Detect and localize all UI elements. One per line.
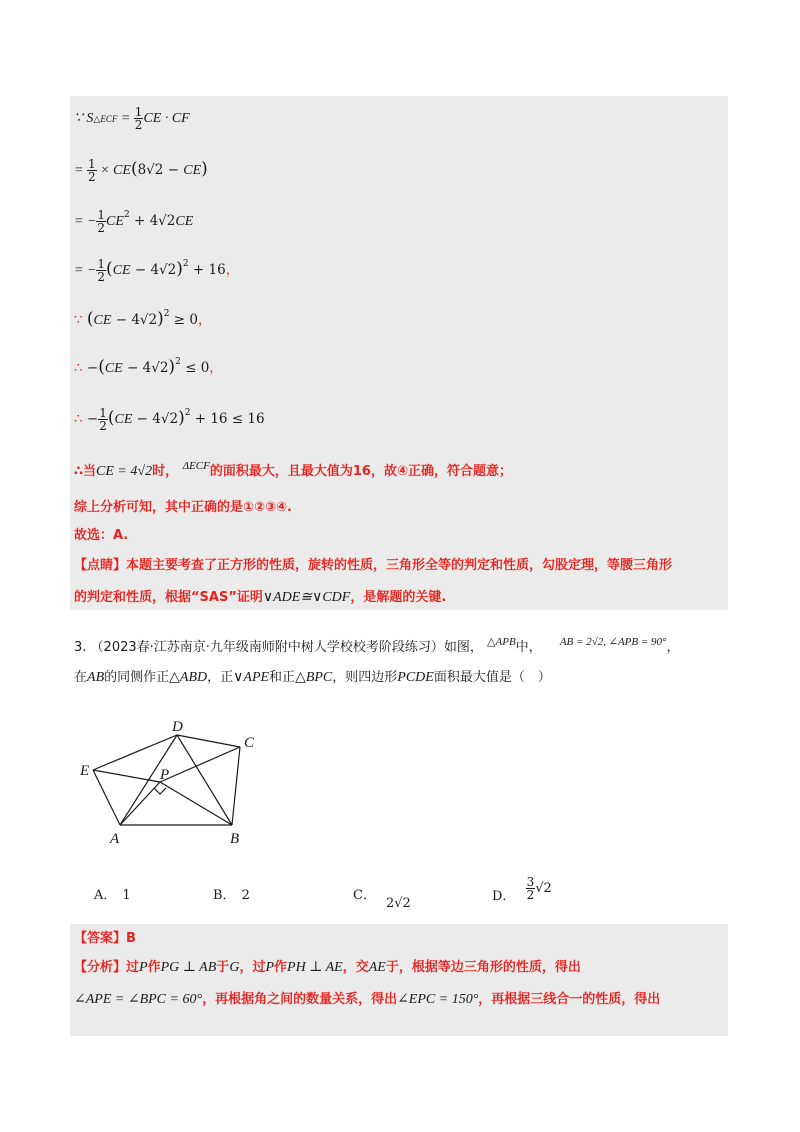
solution-line-3: = − $\frac{1}{2}$ $CE^2 + 4√2CE$: [74, 208, 194, 235]
conclusion-line: ∴当CE = 4√2时， $^{\Delta ECF}$的面积最大，且最大值为16，故④正确，符合题意；: [74, 460, 512, 479]
answer-line: 【答案】B: [74, 931, 136, 946]
right-angle-mark: [154, 788, 166, 794]
answer-background: [70, 924, 728, 1036]
edge-CB: [232, 747, 240, 825]
label-P: P: [160, 767, 170, 783]
solution-line-7: ∴ − $\frac{1}{2}$ (CE − 4√2)$^2$ + 16 ≤ 16: [74, 406, 265, 433]
analysis-line-2: ∠APE = ∠BPC = 60°，再根据角之间的数量关系，得出∠EPC = 150°，再根据三线合一的性质，得出: [74, 992, 661, 1007]
label-C: C: [244, 735, 255, 751]
geometry-figure: [80, 715, 280, 855]
edge-PC: [160, 747, 240, 782]
label-D: D: [172, 719, 183, 735]
solution-line-1: ∵ S△ECF = $\frac{1}{2}$ CE · CF: [74, 105, 190, 132]
label-B: B: [230, 831, 240, 847]
comment-line-2: 的判定和性质，根据“SAS”证明∨ADE≅∨CDF，是解题的关键.: [74, 590, 447, 605]
edge-DC: [177, 735, 240, 747]
solution-line-6: ∴ −(CE − 4√2)$^2$ ≤ 0，: [74, 357, 223, 377]
edge-EA: [93, 770, 120, 825]
question-line-1: 3. （2023春·江苏南京·九年级南师附中树人学校校考阶段练习）如图， $^{\triangle APB}$中， $^{AB = 2√2, \angle APB = 90^\circ}$，: [74, 636, 680, 655]
summary-line: 综上分析可知，其中正确的是①②③④.: [74, 500, 292, 515]
solution-line-5: ∵ (CE − 4√2)$^2$ ≥ 0，: [74, 309, 212, 329]
comment-line-1: 【点睛】本题主要考查了正方形的性质，旋转的性质，三角形全等的判定和性质，勾股定理，等腰三角形: [74, 558, 673, 573]
edge-PE: [93, 770, 160, 782]
solution-line-4: = − $\frac{1}{2}$ (CE − 4√2)$^2$ + 16，: [74, 257, 240, 284]
edge-ED: [93, 735, 177, 770]
label-E: E: [80, 763, 90, 779]
edge-PB: [160, 782, 232, 825]
question-line-2: 在AB的同侧作正△ABD，正∨APE和正△BPC，则四边形PCDE面积最大值是（ ）: [74, 670, 551, 685]
option-b[interactable]: B． 2: [213, 888, 250, 903]
option-c[interactable]: C．2√2: [353, 888, 411, 911]
label-A: A: [110, 831, 120, 847]
analysis-line-1: 【分析】过P作PG ⊥ AB于G，过P作PH ⊥ AE，交AE于，根据等边三角形的性质，得出: [74, 960, 581, 975]
option-a[interactable]: A． 1: [94, 888, 131, 903]
choice-line: 故选：A.: [74, 528, 129, 543]
option-d[interactable]: D． $\frac{3}{2}$ √2: [492, 875, 552, 904]
solution-line-2: = $\frac{1}{2}$ × CE(8√2 − CE): [74, 157, 208, 184]
edge-BD: [177, 735, 232, 825]
